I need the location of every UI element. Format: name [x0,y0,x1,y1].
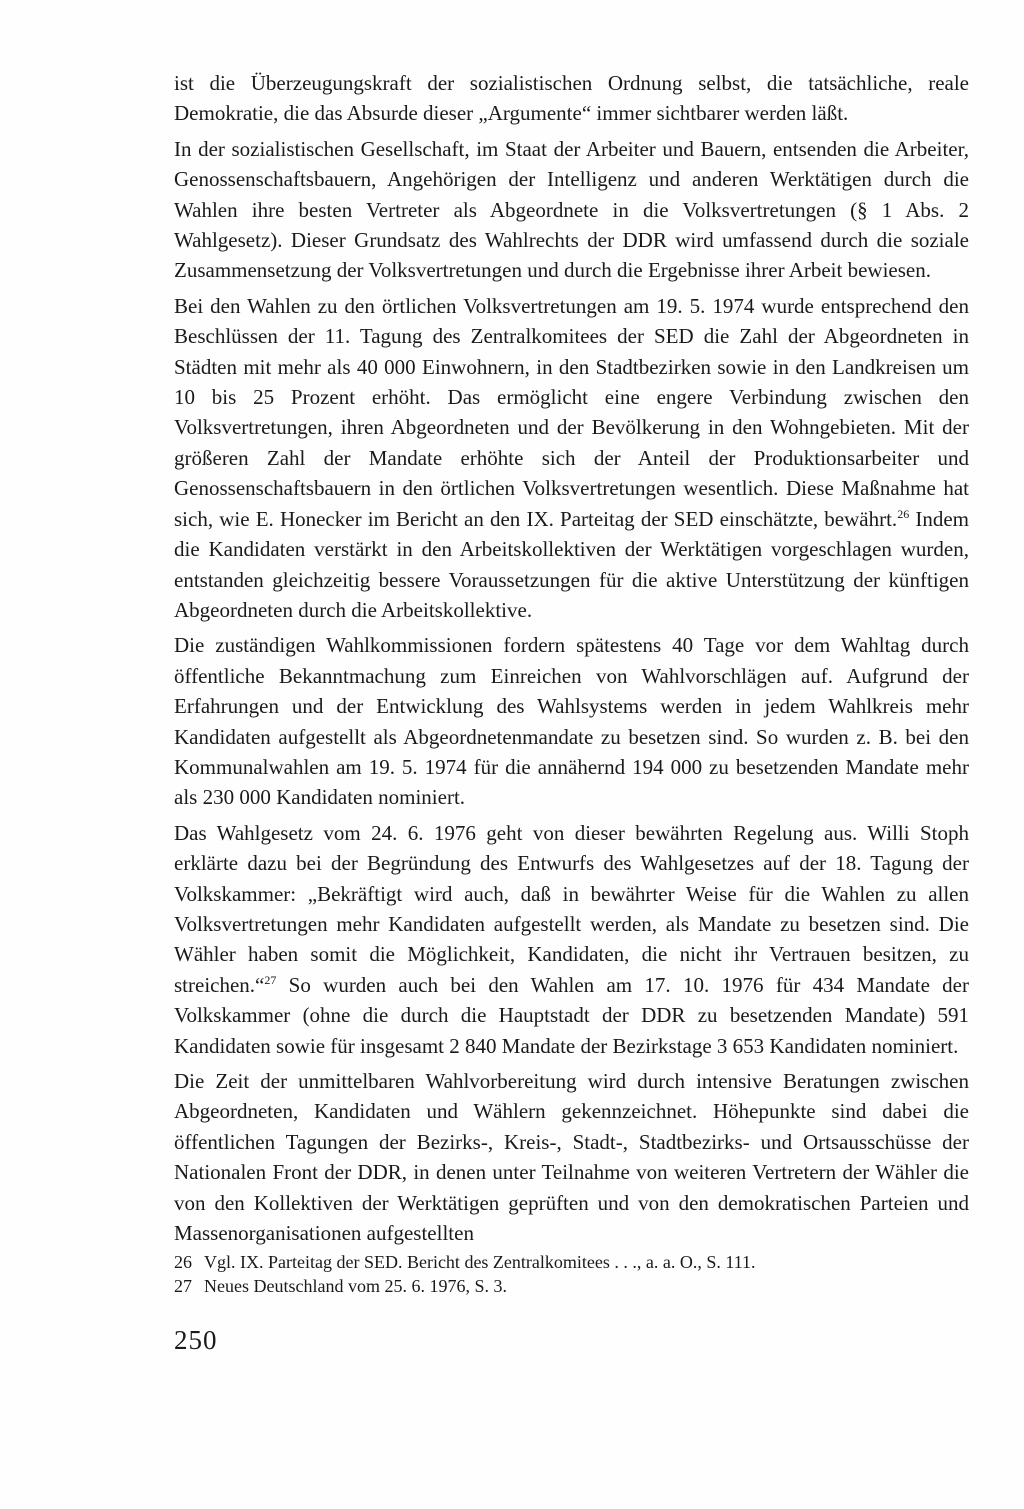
footnote-reference: 27 [264,972,277,987]
paragraph [174,291,969,625]
footnote-number: 27 [174,1276,192,1296]
paragraph-text: So wurden auch bei den Wahlen am 17. 10. 1976 für 434 Mandate der Volkskammer (ohne die durch die Hauptstadt der DDR zu besetzenden Mandate) 591 Kandidaten sowie für insgesamt 2 840 Mandate der Bezirkstage 3 653 Kandidaten nominiert. [174,972,969,1058]
page-number: 250 [174,1325,218,1355]
footnote [174,1274,969,1298]
paragraph-text: Das Wahlgesetz vom 24. 6. 1976 geht von dieser bewährten Regelung aus. Willi Stoph erklärte dazu bei der Begründung des Entwurfs des Wahlgesetzes auf der 18. Tagung der Volkskammer: „Bekräftigt wird auch, daß in bewährter Weise für die Wahlen zu allen Volksvertretungen mehr Kandidaten aufgestellt werden, als Mandate zu besetzen sind. Die Wähler haben somit die Möglichkeit, Kandidaten, die nicht ihr Vertrauen besitzen, zu streichen.“ [174,820,969,997]
footnote-number: 26 [174,1252,192,1272]
footnote-text: Vgl. IX. Parteitag der SED. Bericht des Zentralkomitees . . ., a. a. O., S. 111. [204,1252,756,1272]
footnote-reference: 26 [897,506,910,521]
paragraph: Die Zeit der unmittelbaren Wahlvorbereitung wird durch intensive Beratungen zwischen Abgeordneten, Kandidaten und Wählern gekennzeichnet. Höhepunkte sind dabei die öffentlichen Tagungen der Bezirks-, Kreis-, Stadt-, Stadtbezirks- und Ortsausschüsse der Nationalen Front der DDR, in denen unter Teilnahme von weiteren Vertretern der Wähler die von den Kollektiven der Werktätigen geprüften und von den demokratischen Parteien und Massenorganisationen aufgestellten [174,1069,969,1246]
paragraph-text: Indem die Kandidaten verstärkt in den Arbeitskollektiven der Werktätigen vorgeschlagen wurden, entstanden gleichzeitig bessere Voraussetzungen für die aktive Unterstützung der künftigen Abgeordneten durch die Arbeitskollektive. [174,506,969,622]
footnote-text: Neues Deutschland vom 25. 6. 1976, S. 3. [204,1276,507,1296]
paragraph: Die zuständigen Wahlkommissionen fordern spätestens 40 Tage vor dem Wahltag durch öffentliche Bekanntmachung zum Einreichen von Wahlvorschlägen auf. Aufgrund der Erfahrungen und der Entwicklung des Wahlsystems werden in jedem Wahlkreis mehr Kandidaten aufgestellt als Abgeordnetenmandate zu besetzen sind. So wurden z. B. bei den Kommunalwahlen am 19. 5. 1974 für die annähernd 194 000 zu besetzenden Mandate mehr als 230 000 Kandidaten nominiert. [174,633,969,810]
paragraph-text: Bei den Wahlen zu den örtlichen Volksvertretungen am 19. 5. 1974 wurde entsprechend den Beschlüssen der 11. Tagung des Zentralkomitees der SED die Zahl der Abgeordneten in Städten mit mehr als 40 000 Einwohnern, in den Stadtbezirken sowie in den Landkreisen um 10 bis 25 Prozent erhöht. Das ermöglicht eine engere Verbindung zwischen den Volksvertretungen, ihren Abgeordneten und der Bevölkerung in den Wohngebieten. Mit der größeren Zahl der Mandate erhöhte sich der Anteil der Produktionsarbeiter und Genossenschaftsbauern in den örtlichen Volksvertretungen wesentlich. Diese Maßnahme hat sich, wie E. Honecker im Bericht an den IX. Parteitag der SED einschätzte, bewährt. [174,293,969,531]
footnotes [174,1250,969,1298]
footnote [174,1250,969,1274]
paragraph: In der sozialistischen Gesellschaft, im Staat der Arbeiter und Bauern, entsenden die Arbeiter, Genossenschaftsbauern, Angehörigen der Intelligenz und anderen Werktätigen durch die Wahlen ihre besten Vertreter als Abgeordnete in die Volksvertretungen (§ 1 Abs. 2 Wahlgesetz). Dieser Grundsatz des Wahlrechts der DDR wird umfassend durch die soziale Zusammensetzung der Volksvertretungen und durch die Ergebnisse ihrer Arbeit bewiesen. [174,136,969,283]
paragraph: ist die Überzeugungskraft der sozialistischen Ordnung selbst, die tatsächliche, reale Demokratie, die das Absurde dieser „Argumente“ immer sichtbarer werden läßt. [174,71,969,126]
paragraph [174,818,969,1061]
body-text [174,68,969,1248]
